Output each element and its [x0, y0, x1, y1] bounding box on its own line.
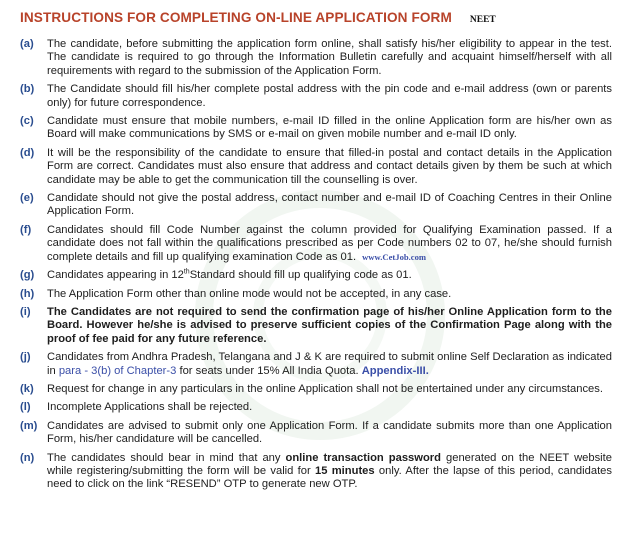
instruction-item-h — [20, 288, 612, 301]
item-text-container — [47, 452, 612, 492]
instruction-item-n — [20, 452, 612, 492]
chapter-reference-link[interactable]: para - 3(b) of Chapter-3 — [58, 364, 177, 377]
item-text: Candidates should fill Code Number against the column provided for Qualifying Examination passed. If a candidate does not fall within the qualifications prescribed as per Code numbers 02 to 07, he/she should furnish complete details and fill up qualifying examination Code as 01. — [47, 223, 612, 263]
item-text: The Candidate should fill his/her complete postal address with the pin code and e-mail address (own or parents only) for future correspondence. — [47, 83, 612, 109]
instruction-item-l — [20, 401, 612, 414]
item-text: The candidate, before submitting the application form online, shall satisfy his/her eligibility to appear in the test. The candidate is required to go through the Information Bulletin carefully and acquaint himself/herself with all requirements with regard to the submission of the Application Form. — [47, 38, 612, 77]
item-text: Candidate must ensure that mobile numbers, e-mail ID filled in the online Application form are his/her own as Board will make communications by SMS or e-mail on given mobile number and e-mail ID only. — [47, 115, 612, 141]
item-label: (e) — [20, 192, 34, 205]
page-title: INSTRUCTIONS FOR COMPLETING ON-LINE APPLICATION FORM — [20, 10, 452, 25]
item-label: (l) — [20, 401, 31, 414]
appendix-link[interactable]: Appendix-III. — [361, 364, 429, 377]
instruction-item-b — [20, 83, 612, 110]
instruction-item-k — [20, 383, 612, 396]
instruction-item-f — [20, 224, 612, 264]
item-label: (h) — [20, 287, 35, 300]
watermark-url: www.CetJob.com — [362, 251, 427, 262]
item-text-pre: Candidates appearing in 12 — [47, 269, 184, 282]
item-label: (g) — [20, 269, 35, 282]
item-label: (d) — [20, 146, 35, 159]
item-label: (c) — [20, 115, 34, 128]
instruction-item-g — [20, 269, 612, 282]
instruction-item-d — [20, 147, 612, 187]
item-text-container — [47, 224, 612, 264]
item-text-post: only. After the lapse of this period, candidates need to click on the link “RESEND” OTP to generate new OTP. — [47, 464, 612, 491]
item-label: (j) — [20, 351, 31, 364]
instruction-item-i — [20, 306, 612, 346]
instruction-item-j — [20, 351, 612, 378]
instruction-item-a — [20, 38, 612, 78]
instruction-item-m — [20, 420, 612, 447]
item-label: (a) — [20, 38, 34, 50]
instruction-list — [20, 38, 612, 497]
item-text-mid: generated on the NEET website while registering/submitting the form will be valid for — [47, 451, 613, 477]
item-text-post: Standard should fill up qualifying code as 01. — [189, 269, 412, 282]
item-label: (k) — [20, 382, 34, 395]
item-label: (i) — [20, 305, 31, 318]
password-emphasis: online transaction password — [285, 451, 441, 464]
item-text: Incomplete Applications shall be rejected. — [47, 401, 253, 414]
duration-emphasis: 15 minutes — [315, 464, 375, 477]
item-text: Candidates are advised to submit only one Application Form. If a candidate submits more than one Application Form, his/her candidature will be cancelled. — [47, 419, 612, 446]
item-text: Candidate should not give the postal address, contact number and e-mail ID of Coaching Centres in their Online Application Form. — [47, 192, 612, 218]
page-header — [20, 10, 496, 25]
instruction-item-e — [20, 192, 612, 219]
item-text-container — [47, 269, 612, 282]
item-label: (n) — [20, 451, 35, 464]
item-text-pre: The candidates should bear in mind that any — [47, 451, 286, 464]
superscript: th — [183, 268, 190, 276]
item-text: The Candidates are not required to send the confirmation page of his/her Online Application form to the Board. However he/she is advised to preserve sufficient copies of the Confirmation Page along with the proof of fee paid for any future reference. — [47, 305, 612, 345]
item-text: The Application Form other than online mode would not be accepted, in any case. — [47, 287, 452, 300]
exam-tag: NEET — [469, 15, 496, 25]
item-label: (b) — [20, 83, 35, 96]
item-text-pre: Candidates from Andhra Pradesh, Telangana and J & K are required to submit online Self Declaration as indicated in — [47, 351, 612, 377]
item-label: (f) — [20, 223, 32, 236]
item-label: (m) — [20, 419, 38, 432]
item-text-container — [47, 351, 612, 378]
item-text: Request for change in any particulars in the online Application shall not be entertained under any circumstances. — [47, 382, 603, 395]
item-text: It will be the responsibility of the candidate to ensure that filled-in postal and contact details in the Application Form are correct. Candidates must also ensure that address and contact details given by them be such at which candidate may be able to get the communication till the counselling is over. — [47, 146, 612, 186]
instruction-item-c — [20, 115, 612, 142]
item-text-mid: for seats under 15% All India Quota. — [176, 364, 362, 377]
